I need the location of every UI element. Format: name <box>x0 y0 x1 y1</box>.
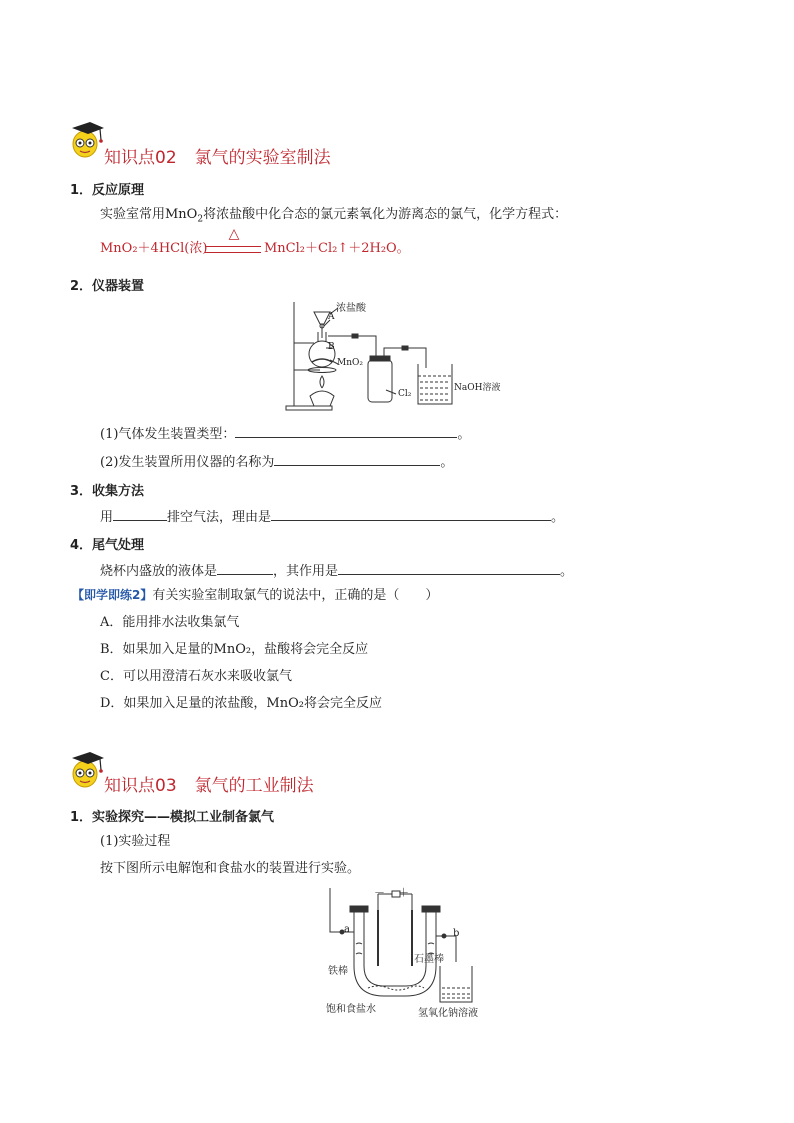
section-heading-k02 <box>104 143 331 168</box>
label-b: b <box>453 928 460 939</box>
subsection-label: 1．反应原理 <box>70 183 145 198</box>
equation-condition: △ <box>228 226 240 242</box>
answer-blank[interactable] <box>235 424 457 438</box>
punct: 。 <box>440 455 454 470</box>
section-heading-k03 <box>104 771 314 796</box>
text-part: 将浓盐酸中化合态的氯元素氧化为游离态的氯气，化学方程式： <box>203 207 568 222</box>
option-a[interactable]: A．能用排水法收集氯气 <box>100 615 240 630</box>
text-part: ，其作用是 <box>273 564 339 579</box>
label-naoh: NaOH溶液 <box>454 383 501 393</box>
label-conc-hcl: 浓盐酸 <box>336 303 366 314</box>
mascot-icon <box>70 748 106 794</box>
collection-method-line <box>100 507 564 527</box>
subsection-label: 3．收集方法 <box>70 484 145 499</box>
punct: 。 <box>551 510 565 525</box>
practice-tag: 【即学即练2】 <box>72 588 153 602</box>
option-c[interactable]: C．可以用澄清石灰水来吸收氯气 <box>100 669 292 684</box>
answer-blank[interactable] <box>271 507 551 521</box>
answer-blank[interactable] <box>113 507 167 521</box>
text-part: 实验室常用MnO <box>100 207 198 222</box>
text-part: 烧杯内盛放的液体是 <box>100 564 218 579</box>
label-b: B <box>328 342 335 352</box>
label-graphite: 石墨棒 <box>414 954 444 965</box>
question-text: (1)气体发生装置类型： <box>100 427 236 442</box>
question-1 <box>100 424 470 444</box>
label-cl2: Cl₂ <box>398 389 412 399</box>
label-plus: ＋ <box>398 886 409 899</box>
text-part: 排空气法，理由是 <box>167 510 272 525</box>
option-d[interactable]: D．如果加入足量的浓盐酸，MnO₂将会完全反应 <box>100 696 382 711</box>
subsection-label: 4．尾气处理 <box>70 538 145 553</box>
tail-gas-line <box>100 561 573 581</box>
practice-question <box>72 586 438 605</box>
heading-title: 氯气的工业制法 <box>194 776 314 796</box>
punct: 。 <box>457 427 471 442</box>
label-brine: 饱和食盐水 <box>326 1004 376 1015</box>
text-part: 用 <box>100 510 114 525</box>
equation-arrow <box>205 246 261 253</box>
practice-question-text: 有关实验室制取氯气的说法中，正确的是（ ） <box>152 588 439 603</box>
label-minus: － <box>374 886 385 899</box>
reaction-principle-text <box>100 206 567 229</box>
question-text: (2)发生装置所用仪器的名称为 <box>100 455 275 470</box>
chlorine-apparatus-figure <box>280 298 510 418</box>
option-b[interactable]: B．如果加入足量的MnO₂，盐酸将会完全反应 <box>100 642 369 657</box>
heading-number: 知识点03 <box>104 776 177 796</box>
answer-blank[interactable] <box>274 452 440 466</box>
equation-right: MnCl₂＋Cl₂↑＋2H₂O。 <box>264 241 410 256</box>
mascot-icon <box>70 118 106 164</box>
subscript: 2 <box>197 214 204 225</box>
electrolysis-figure <box>320 884 480 1018</box>
subsection-label: 2．仪器装置 <box>70 279 145 294</box>
label-iron: 铁棒 <box>328 966 348 977</box>
heading-title: 氯气的实验室制法 <box>194 148 331 168</box>
subsection-label: 1．实验探究——模拟工业制备氯气 <box>70 810 275 825</box>
experiment-description: 按下图所示电解饱和食盐水的装置进行实验。 <box>100 861 361 876</box>
answer-blank[interactable] <box>338 561 560 575</box>
punct: 。 <box>560 564 574 579</box>
equation-left: MnO₂＋4HCl(浓) <box>100 241 208 256</box>
label-a: a <box>344 924 350 935</box>
subsubsection-label: (1)实验过程 <box>100 834 171 849</box>
label-a: A <box>328 312 335 322</box>
label-naoh-solution: 氢氧化钠溶液 <box>418 1008 478 1019</box>
question-2 <box>100 452 453 472</box>
heading-number: 知识点02 <box>104 148 177 168</box>
label-mno2: MnO₂ <box>337 358 363 368</box>
answer-blank[interactable] <box>217 561 273 575</box>
